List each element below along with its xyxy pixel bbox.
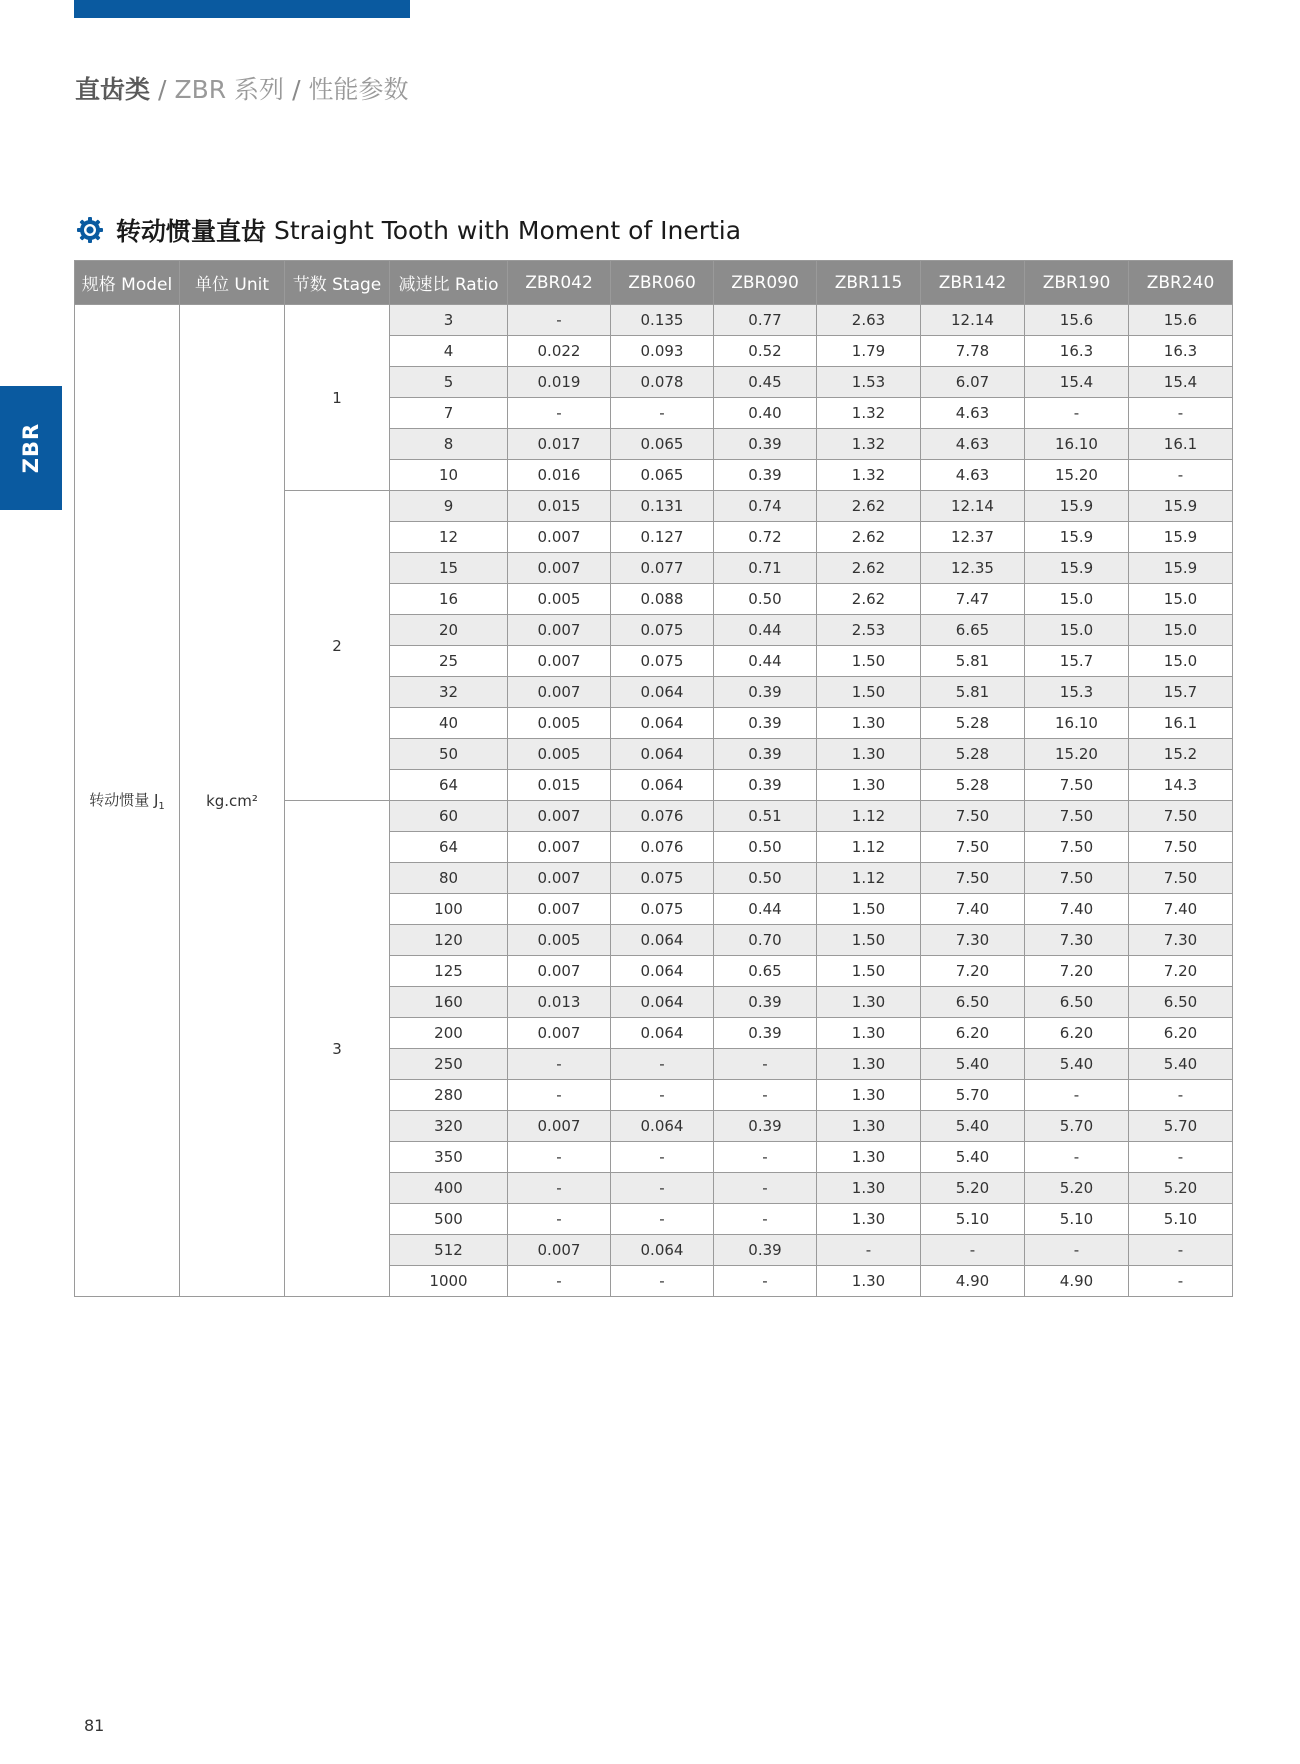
value-cell: 0.065 <box>611 429 714 460</box>
value-cell: 1.30 <box>817 1018 921 1049</box>
value-cell: 0.064 <box>611 739 714 770</box>
value-cell: 0.007 <box>508 522 611 553</box>
stage-cell: 2 <box>285 491 390 801</box>
value-cell: 0.39 <box>714 739 817 770</box>
value-cell: - <box>1129 460 1233 491</box>
table-header-row <box>75 261 1233 305</box>
value-cell: 5.40 <box>1129 1049 1233 1080</box>
value-cell: 7.20 <box>1025 956 1129 987</box>
value-cell: 0.40 <box>714 398 817 429</box>
value-cell: 0.77 <box>714 305 817 336</box>
value-cell: 6.50 <box>921 987 1025 1018</box>
ratio-cell: 280 <box>390 1080 508 1111</box>
value-cell: 0.007 <box>508 1235 611 1266</box>
table-body <box>75 305 1233 1297</box>
value-cell: 0.39 <box>714 429 817 460</box>
value-cell: - <box>508 1173 611 1204</box>
value-cell: 15.4 <box>1025 367 1129 398</box>
value-cell: 5.81 <box>921 646 1025 677</box>
value-cell: - <box>611 1080 714 1111</box>
value-cell: 0.015 <box>508 770 611 801</box>
value-cell: - <box>714 1049 817 1080</box>
value-cell: 1.12 <box>817 801 921 832</box>
value-cell: 0.135 <box>611 305 714 336</box>
value-cell: - <box>508 1142 611 1173</box>
value-cell: 0.064 <box>611 1111 714 1142</box>
value-cell: 0.71 <box>714 553 817 584</box>
value-cell: - <box>508 1266 611 1297</box>
value-cell: 5.40 <box>1025 1049 1129 1080</box>
value-cell: 16.10 <box>1025 708 1129 739</box>
value-cell: - <box>611 1142 714 1173</box>
value-cell: 0.007 <box>508 553 611 584</box>
value-cell: 15.9 <box>1025 522 1129 553</box>
value-cell: 15.7 <box>1129 677 1233 708</box>
value-cell: 1.30 <box>817 708 921 739</box>
value-cell: 1.30 <box>817 1142 921 1173</box>
value-cell: 7.50 <box>921 801 1025 832</box>
value-cell: 15.4 <box>1129 367 1233 398</box>
stage-cell: 3 <box>285 801 390 1297</box>
breadcrumb-category: 直齿类 <box>75 75 151 104</box>
value-cell: 0.70 <box>714 925 817 956</box>
value-cell: 6.20 <box>1025 1018 1129 1049</box>
column-header: ZBR060 <box>611 261 714 305</box>
value-cell: - <box>611 1173 714 1204</box>
value-cell: - <box>714 1142 817 1173</box>
value-cell: 5.40 <box>921 1142 1025 1173</box>
value-cell: 1.50 <box>817 894 921 925</box>
column-header: 节数 Stage <box>285 261 390 305</box>
value-cell: - <box>1129 398 1233 429</box>
value-cell: 7.50 <box>1025 770 1129 801</box>
value-cell: - <box>611 398 714 429</box>
value-cell: 5.10 <box>921 1204 1025 1235</box>
value-cell: 5.70 <box>921 1080 1025 1111</box>
value-cell: - <box>508 305 611 336</box>
value-cell: 15.2 <box>1129 739 1233 770</box>
value-cell: 0.017 <box>508 429 611 460</box>
value-cell: 16.1 <box>1129 429 1233 460</box>
value-cell: 0.74 <box>714 491 817 522</box>
value-cell: - <box>1025 1080 1129 1111</box>
ratio-cell: 200 <box>390 1018 508 1049</box>
ratio-cell: 20 <box>390 615 508 646</box>
value-cell: 0.007 <box>508 646 611 677</box>
value-cell: 1.30 <box>817 1080 921 1111</box>
value-cell: 7.50 <box>921 863 1025 894</box>
value-cell: 6.65 <box>921 615 1025 646</box>
value-cell: 0.064 <box>611 987 714 1018</box>
ratio-cell: 100 <box>390 894 508 925</box>
value-cell: 16.10 <box>1025 429 1129 460</box>
value-cell: 1.30 <box>817 1173 921 1204</box>
value-cell: 0.075 <box>611 646 714 677</box>
value-cell: 1.50 <box>817 925 921 956</box>
value-cell: 0.075 <box>611 615 714 646</box>
value-cell: 7.50 <box>1129 801 1233 832</box>
value-cell: 4.90 <box>1025 1266 1129 1297</box>
value-cell: 2.62 <box>817 522 921 553</box>
value-cell: - <box>508 398 611 429</box>
value-cell: 1.30 <box>817 1266 921 1297</box>
value-cell: 4.90 <box>921 1266 1025 1297</box>
value-cell: 0.007 <box>508 801 611 832</box>
value-cell: 0.022 <box>508 336 611 367</box>
ratio-cell: 32 <box>390 677 508 708</box>
value-cell: 0.007 <box>508 677 611 708</box>
value-cell: 15.20 <box>1025 739 1129 770</box>
value-cell: 6.20 <box>1129 1018 1233 1049</box>
value-cell: 7.50 <box>1025 832 1129 863</box>
value-cell: 0.51 <box>714 801 817 832</box>
value-cell: - <box>817 1235 921 1266</box>
value-cell: 16.3 <box>1025 336 1129 367</box>
ratio-cell: 64 <box>390 832 508 863</box>
column-header: 减速比 Ratio <box>390 261 508 305</box>
value-cell: 5.10 <box>1025 1204 1129 1235</box>
ratio-cell: 80 <box>390 863 508 894</box>
parameter-label: 转动惯量 J <box>89 791 159 809</box>
value-cell: 0.127 <box>611 522 714 553</box>
value-cell: 0.39 <box>714 1018 817 1049</box>
value-cell: 2.63 <box>817 305 921 336</box>
ratio-cell: 160 <box>390 987 508 1018</box>
value-cell: 5.28 <box>921 708 1025 739</box>
value-cell: 15.6 <box>1025 305 1129 336</box>
value-cell: 12.35 <box>921 553 1025 584</box>
ratio-cell: 9 <box>390 491 508 522</box>
column-header: ZBR042 <box>508 261 611 305</box>
value-cell: 1.32 <box>817 460 921 491</box>
ratio-cell: 7 <box>390 398 508 429</box>
value-cell: 0.064 <box>611 1018 714 1049</box>
ratio-cell: 64 <box>390 770 508 801</box>
value-cell: 1.32 <box>817 398 921 429</box>
value-cell: - <box>714 1173 817 1204</box>
ratio-cell: 15 <box>390 553 508 584</box>
value-cell: 0.39 <box>714 1235 817 1266</box>
value-cell: 1.30 <box>817 1111 921 1142</box>
value-cell: 2.62 <box>817 584 921 615</box>
value-cell: 0.065 <box>611 460 714 491</box>
value-cell: 1.12 <box>817 863 921 894</box>
value-cell: 7.50 <box>1129 863 1233 894</box>
value-cell: 1.30 <box>817 1204 921 1235</box>
value-cell: 5.20 <box>1025 1173 1129 1204</box>
value-cell: 5.10 <box>1129 1204 1233 1235</box>
parameter-cell <box>75 305 180 1297</box>
breadcrumb-series: ZBR 系列 <box>174 75 285 104</box>
value-cell: 0.007 <box>508 832 611 863</box>
value-cell: 1.53 <box>817 367 921 398</box>
value-cell: 16.1 <box>1129 708 1233 739</box>
value-cell: 4.63 <box>921 460 1025 491</box>
value-cell: 12.14 <box>921 305 1025 336</box>
ratio-cell: 12 <box>390 522 508 553</box>
breadcrumb-separator: / <box>292 75 301 104</box>
value-cell: - <box>1129 1142 1233 1173</box>
value-cell: 1.50 <box>817 677 921 708</box>
value-cell: 5.28 <box>921 739 1025 770</box>
value-cell: 0.007 <box>508 615 611 646</box>
unit-cell: kg.cm² <box>180 305 285 1297</box>
value-cell: 0.093 <box>611 336 714 367</box>
value-cell: - <box>1129 1080 1233 1111</box>
value-cell: 0.52 <box>714 336 817 367</box>
value-cell: 0.72 <box>714 522 817 553</box>
value-cell: - <box>1025 1142 1129 1173</box>
ratio-cell: 16 <box>390 584 508 615</box>
value-cell: 5.81 <box>921 677 1025 708</box>
value-cell: 1.30 <box>817 770 921 801</box>
value-cell: 1.30 <box>817 1049 921 1080</box>
value-cell: 7.30 <box>1025 925 1129 956</box>
value-cell: 0.44 <box>714 615 817 646</box>
breadcrumb-section: 性能参数 <box>308 75 409 104</box>
value-cell: 7.50 <box>921 832 1025 863</box>
value-cell: 12.14 <box>921 491 1025 522</box>
value-cell: 7.40 <box>1129 894 1233 925</box>
value-cell: 0.007 <box>508 1018 611 1049</box>
value-cell: 2.53 <box>817 615 921 646</box>
side-tab-label: ZBR <box>19 422 43 474</box>
value-cell: - <box>508 1049 611 1080</box>
ratio-cell: 25 <box>390 646 508 677</box>
value-cell: 7.30 <box>921 925 1025 956</box>
value-cell: 7.50 <box>1025 863 1129 894</box>
value-cell: 5.40 <box>921 1111 1025 1142</box>
inertia-table <box>74 260 1233 1297</box>
value-cell: 5.20 <box>1129 1173 1233 1204</box>
value-cell: 0.075 <box>611 894 714 925</box>
column-header: 单位 Unit <box>180 261 285 305</box>
value-cell: 0.39 <box>714 987 817 1018</box>
value-cell: 0.50 <box>714 584 817 615</box>
value-cell: 15.6 <box>1129 305 1233 336</box>
value-cell: 0.005 <box>508 584 611 615</box>
value-cell: 6.50 <box>1025 987 1129 1018</box>
value-cell: 0.007 <box>508 956 611 987</box>
value-cell: 7.20 <box>1129 956 1233 987</box>
value-cell: 0.131 <box>611 491 714 522</box>
value-cell: 15.0 <box>1129 615 1233 646</box>
value-cell: 0.39 <box>714 1111 817 1142</box>
ratio-cell: 1000 <box>390 1266 508 1297</box>
value-cell: 0.064 <box>611 1235 714 1266</box>
value-cell: 15.20 <box>1025 460 1129 491</box>
value-cell: 1.12 <box>817 832 921 863</box>
value-cell: 5.28 <box>921 770 1025 801</box>
ratio-cell: 4 <box>390 336 508 367</box>
value-cell: 0.064 <box>611 770 714 801</box>
value-cell: 16.3 <box>1129 336 1233 367</box>
ratio-cell: 250 <box>390 1049 508 1080</box>
stage-cell: 1 <box>285 305 390 491</box>
parameter-subscript: 1 <box>158 801 165 812</box>
section-title <box>76 212 741 248</box>
value-cell: - <box>611 1049 714 1080</box>
ratio-cell: 320 <box>390 1111 508 1142</box>
value-cell: 0.013 <box>508 987 611 1018</box>
value-cell: 5.40 <box>921 1049 1025 1080</box>
value-cell: 7.30 <box>1129 925 1233 956</box>
value-cell: 5.70 <box>1025 1111 1129 1142</box>
value-cell: 15.9 <box>1129 491 1233 522</box>
top-accent-bar <box>74 0 410 18</box>
ratio-cell: 8 <box>390 429 508 460</box>
value-cell: 15.9 <box>1129 553 1233 584</box>
ratio-cell: 5 <box>390 367 508 398</box>
value-cell: 0.65 <box>714 956 817 987</box>
breadcrumb-separator: / <box>158 75 167 104</box>
value-cell: - <box>1129 1235 1233 1266</box>
value-cell: - <box>611 1204 714 1235</box>
value-cell: 12.37 <box>921 522 1025 553</box>
value-cell: 0.39 <box>714 677 817 708</box>
column-header: 规格 Model <box>75 261 180 305</box>
section-title-cn: 转动惯量直齿 <box>116 217 267 246</box>
value-cell: 0.005 <box>508 708 611 739</box>
value-cell: 6.20 <box>921 1018 1025 1049</box>
value-cell: 0.44 <box>714 646 817 677</box>
value-cell: 0.005 <box>508 739 611 770</box>
value-cell: - <box>714 1204 817 1235</box>
value-cell: 6.50 <box>1129 987 1233 1018</box>
value-cell: 7.50 <box>1025 801 1129 832</box>
value-cell: 4.63 <box>921 429 1025 460</box>
value-cell: 6.07 <box>921 367 1025 398</box>
ratio-cell: 400 <box>390 1173 508 1204</box>
value-cell: - <box>714 1080 817 1111</box>
value-cell: 0.078 <box>611 367 714 398</box>
value-cell: - <box>921 1235 1025 1266</box>
gear-icon <box>76 216 104 244</box>
value-cell: 0.005 <box>508 925 611 956</box>
ratio-cell: 350 <box>390 1142 508 1173</box>
value-cell: 0.064 <box>611 956 714 987</box>
column-header: ZBR142 <box>921 261 1025 305</box>
table-row <box>75 305 1233 336</box>
column-header: ZBR090 <box>714 261 817 305</box>
value-cell: 0.39 <box>714 460 817 491</box>
value-cell: 0.076 <box>611 801 714 832</box>
ratio-cell: 125 <box>390 956 508 987</box>
ratio-cell: 500 <box>390 1204 508 1235</box>
value-cell: 0.064 <box>611 708 714 739</box>
ratio-cell: 40 <box>390 708 508 739</box>
ratio-cell: 120 <box>390 925 508 956</box>
value-cell: 1.32 <box>817 429 921 460</box>
value-cell: 15.7 <box>1025 646 1129 677</box>
value-cell: 15.9 <box>1025 491 1129 522</box>
column-header: ZBR190 <box>1025 261 1129 305</box>
value-cell: 0.015 <box>508 491 611 522</box>
value-cell: 1.50 <box>817 646 921 677</box>
value-cell: 0.39 <box>714 708 817 739</box>
value-cell: 7.47 <box>921 584 1025 615</box>
ratio-cell: 512 <box>390 1235 508 1266</box>
value-cell: 14.3 <box>1129 770 1233 801</box>
value-cell: 15.3 <box>1025 677 1129 708</box>
ratio-cell: 60 <box>390 801 508 832</box>
value-cell: 0.50 <box>714 863 817 894</box>
value-cell: 0.064 <box>611 677 714 708</box>
value-cell: 15.9 <box>1025 553 1129 584</box>
value-cell: 1.50 <box>817 956 921 987</box>
value-cell: 4.63 <box>921 398 1025 429</box>
value-cell: 7.20 <box>921 956 1025 987</box>
value-cell: - <box>508 1080 611 1111</box>
ratio-cell: 10 <box>390 460 508 491</box>
value-cell: 0.076 <box>611 832 714 863</box>
value-cell: 2.62 <box>817 553 921 584</box>
value-cell: 0.016 <box>508 460 611 491</box>
ratio-cell: 50 <box>390 739 508 770</box>
value-cell: - <box>1025 1235 1129 1266</box>
value-cell: 15.0 <box>1129 646 1233 677</box>
value-cell: 0.007 <box>508 863 611 894</box>
value-cell: 0.007 <box>508 894 611 925</box>
value-cell: - <box>1025 398 1129 429</box>
column-header: ZBR240 <box>1129 261 1233 305</box>
ratio-cell: 3 <box>390 305 508 336</box>
value-cell: 2.62 <box>817 491 921 522</box>
value-cell: 7.78 <box>921 336 1025 367</box>
value-cell: 15.9 <box>1129 522 1233 553</box>
breadcrumb <box>75 70 409 106</box>
page-number: 81 <box>84 1716 105 1735</box>
value-cell: - <box>508 1204 611 1235</box>
value-cell: 0.50 <box>714 832 817 863</box>
value-cell: 0.44 <box>714 894 817 925</box>
value-cell: 0.088 <box>611 584 714 615</box>
column-header: ZBR115 <box>817 261 921 305</box>
value-cell: 7.40 <box>921 894 1025 925</box>
value-cell: 0.019 <box>508 367 611 398</box>
value-cell: 0.075 <box>611 863 714 894</box>
value-cell: 15.0 <box>1025 615 1129 646</box>
value-cell: 7.50 <box>1129 832 1233 863</box>
value-cell: 1.79 <box>817 336 921 367</box>
value-cell: - <box>611 1266 714 1297</box>
value-cell: 15.0 <box>1025 584 1129 615</box>
value-cell: 0.064 <box>611 925 714 956</box>
value-cell: 15.0 <box>1129 584 1233 615</box>
value-cell: 5.20 <box>921 1173 1025 1204</box>
side-tab <box>0 386 62 510</box>
value-cell: 7.40 <box>1025 894 1129 925</box>
value-cell: - <box>1129 1266 1233 1297</box>
value-cell: 0.39 <box>714 770 817 801</box>
value-cell: 0.45 <box>714 367 817 398</box>
value-cell: 1.30 <box>817 739 921 770</box>
value-cell: 0.007 <box>508 1111 611 1142</box>
value-cell: 5.70 <box>1129 1111 1233 1142</box>
value-cell: - <box>714 1266 817 1297</box>
value-cell: 1.30 <box>817 987 921 1018</box>
value-cell: 0.077 <box>611 553 714 584</box>
section-title-en: Straight Tooth with Moment of Inertia <box>274 215 742 245</box>
